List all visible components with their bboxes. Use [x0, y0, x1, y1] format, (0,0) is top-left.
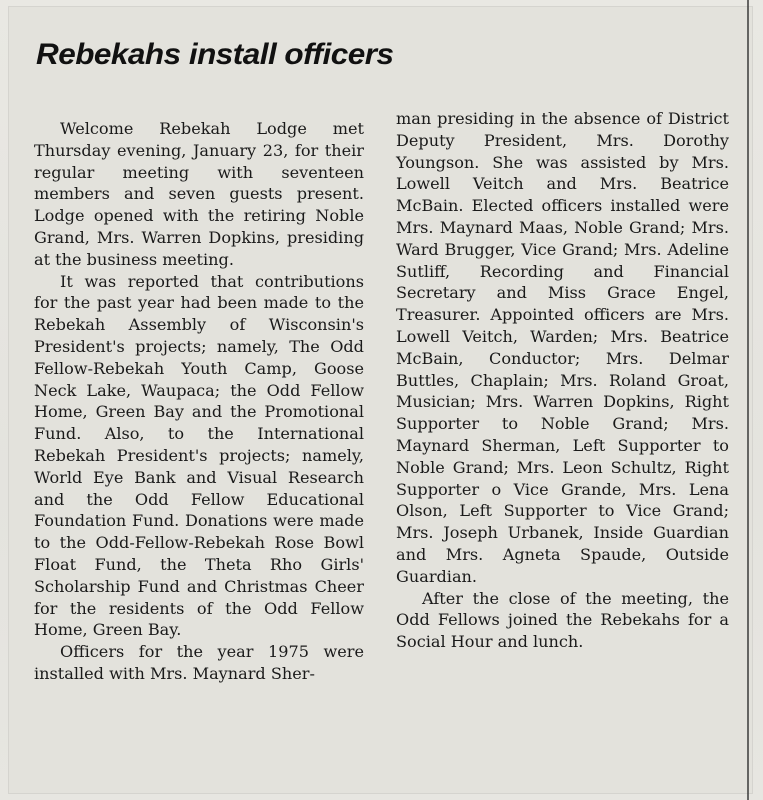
column-divider-rule — [747, 0, 749, 800]
paragraph-officers-start: Officers for the year 1975 were installed with Mrs. Maynard Sher- — [34, 642, 364, 683]
article-right-column — [396, 108, 729, 653]
paragraph-welcome: Welcome Rebekah Lodge met Thursday evening, January 23, for their regular meeting with seventeen members and seven guests present. Lodge opened with the retiring Noble Grand, Mrs. Warren Dopkins, presiding at the business meeting. — [34, 119, 364, 269]
paragraph-closing: After the close of the meeting, the Odd Fellows joined the Rebekahs for a Social Hour and lunch. — [396, 588, 729, 652]
paragraph-officers-continued: man presiding in the absence of District Deputy President, Mrs. Dorothy Youngson. She was assisted by Mrs. Lowell Veitch and Mrs. Beatrice McBain. Elected officers installed were Mrs. Maynard Maas, Noble Grand; Mrs. Ward Brugger, Vice Grand; Mrs. Adeline Sutliff, Recording and Financial Secretary and Miss Grace Engel, Treasurer. Appointed officers are Mrs. Lowell Veitch, Warden; Mrs. Beatrice McBain, Conductor; Mrs. Delmar Buttles, Chaplain; Mrs. Roland Groat, Musician; Mrs. Warren Dopkins, Right Supporter to Noble Grand; Mrs. Maynard Sherman, Left Supporter to Noble Grand; Mrs. Leon Schultz, Right Supporter o Vice Grande, Mrs. Lena Olson, Left Supporter to Vice Grand; Mrs. Joseph Urbanek, Inside Guardian and Mrs. Agneta Spaude, Outside Guardian. — [396, 109, 729, 586]
article-left-column — [34, 118, 364, 685]
paragraph-contributions: It was reported that contributions for the past year had been made to the Rebekah Assembly of Wisconsin's President's projects; namely, The Odd Fellow-Rebekah Youth Camp, Goose Neck Lake, Waupaca; the Odd Fellow Home, Green Bay and the Promotional Fund. Also, to the International Rebekah President's projects; namely, World Eye Bank and Visual Research and the Odd Fellow Educational Foundation Fund. Donations were made to the Odd-Fellow-Rebekah Rose Bowl Float Fund, the Theta Rho Girls' Scholarship Fund and Christmas Cheer for the residents of the Odd Fellow Home, Green Bay. — [34, 271, 364, 640]
article-headline: Rebekahs install officers — [36, 38, 394, 71]
